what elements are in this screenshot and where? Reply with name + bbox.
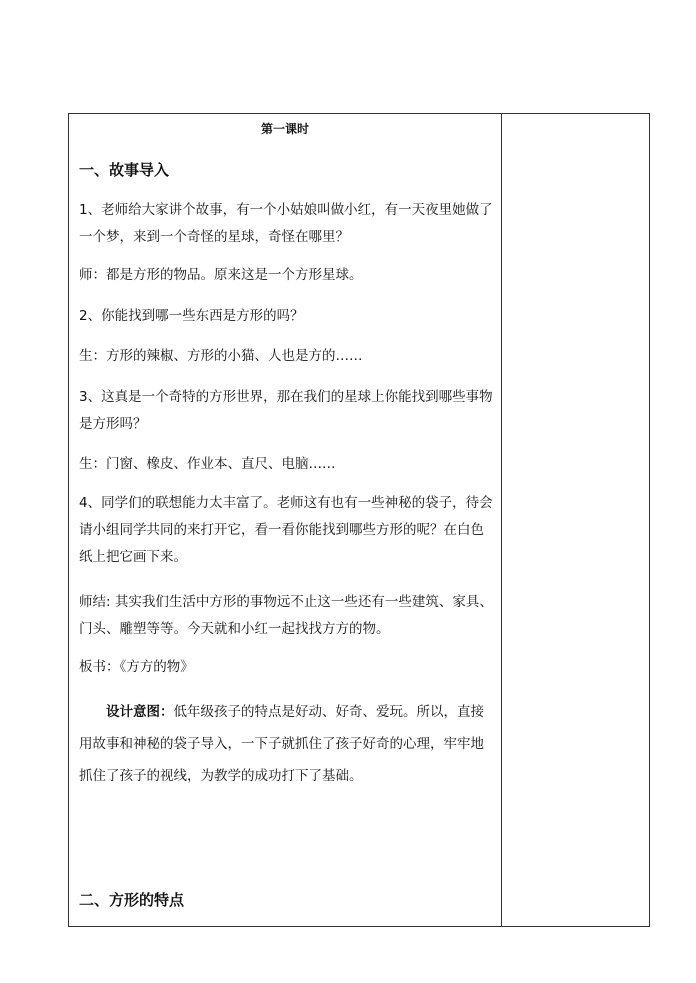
paragraph-question-4: 4、同学们的联想能力太丰富了。老师这有也有一些神秘的袋子，待会请小组同学共同的来打开它，看一看你能找到哪些方形的呢？在白色纸上把它画下来。 <box>79 495 493 565</box>
paragraph-teacher-summary: 师结: 其实我们生活中方形的事物远不止这一些还有一些建筑、家具、门头、雕塑等等。今天就和小红一起找找方方的物。 <box>79 594 493 637</box>
lesson-title: 第一课时 <box>260 122 309 136</box>
lesson-table <box>68 113 650 927</box>
design-intent-label: 设计意图： <box>106 704 174 720</box>
design-intent-text: 低年级孩子的特点是好动、好奇、爱玩。所以，直接用故事和神秘的袋子导入，一下子就抓住了孩子好奇的心理，牢牢地抓住了孩子的视线，为教学的成功打下了基础。 <box>79 704 484 784</box>
design-intent-paragraph <box>79 696 495 792</box>
paragraph-question-2: 2、你能找到哪一些东西是方形的吗？ <box>79 308 304 324</box>
paragraph-teacher-1: 师：都是方形的物品。原来这是一个方形星球。 <box>79 267 363 283</box>
paragraph-student-2: 生：门窗、橡皮、作业本、直尺、电脑…… <box>79 456 336 472</box>
paragraph-question-3: 3、这真是一个奇特的方形世界，那在我们的星球上你能找到哪些事物是方形吗？ <box>79 389 493 432</box>
section-heading-features: 二、方形的特点 <box>79 891 185 909</box>
column-divider <box>501 114 502 926</box>
section-heading-story: 一、故事导入 <box>79 161 170 179</box>
paragraph-story-intro: 1、老师给大家讲个故事，有一个小姑娘叫做小红，有一天夜里她做了一个梦，来到一个奇怪的星球，奇怪在哪里？ <box>79 202 493 245</box>
paragraph-student-1: 生：方形的辣椒、方形的小猫、人也是方的…… <box>79 348 363 364</box>
paragraph-board-note: 板书：《方方的物》 <box>79 659 194 675</box>
lesson-content-cell <box>69 114 501 926</box>
